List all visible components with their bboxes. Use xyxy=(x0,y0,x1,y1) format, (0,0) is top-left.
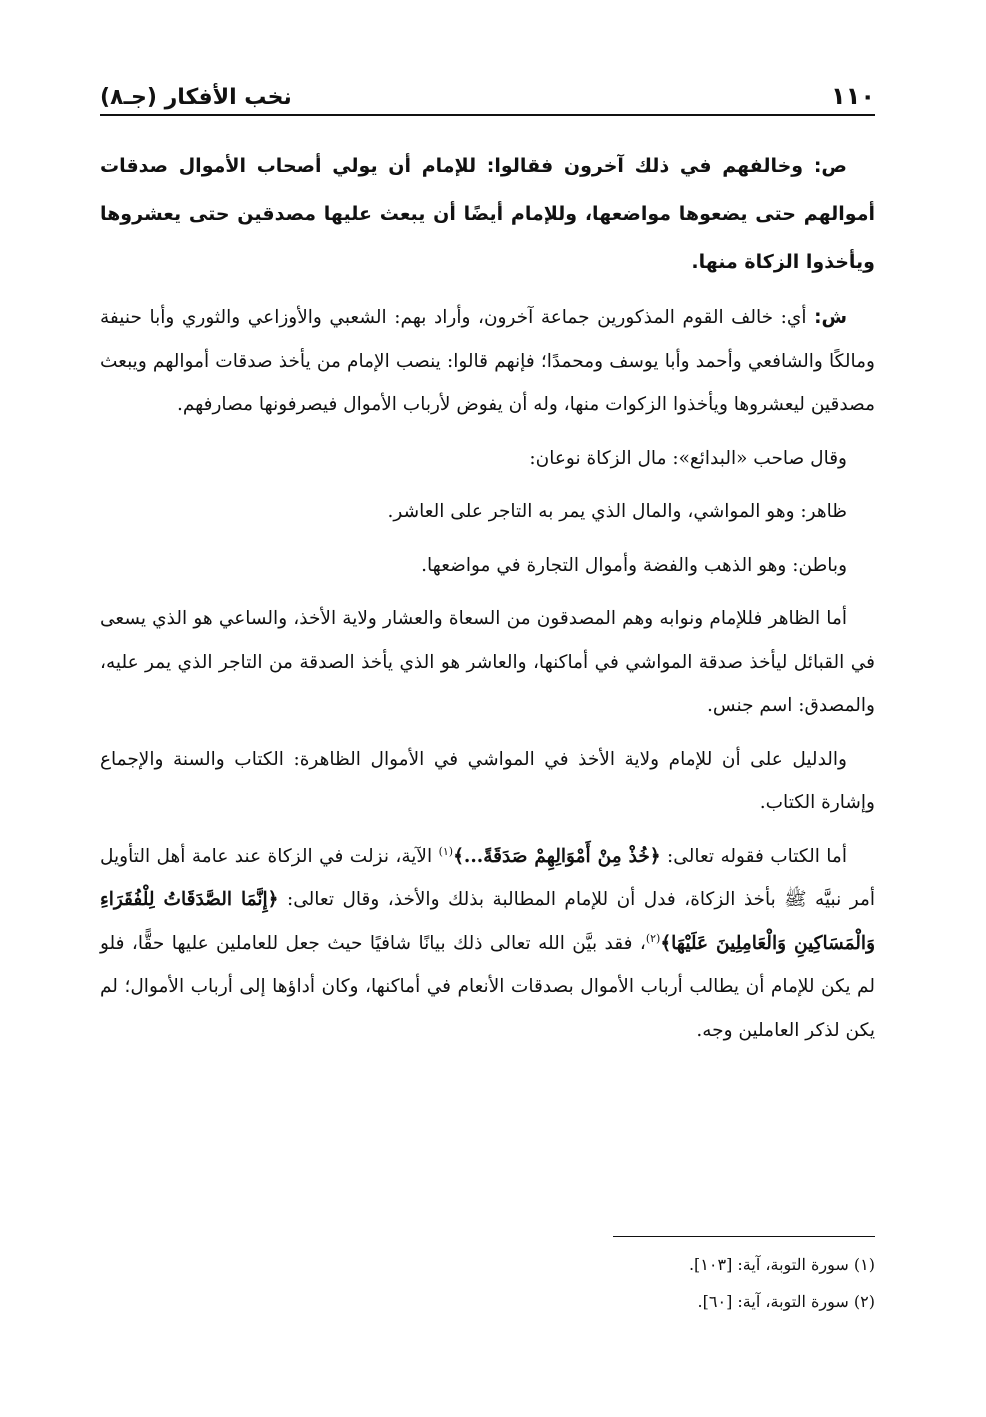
page-number: ١١٠ xyxy=(831,82,875,110)
quran-verse-2: ﴿إِنَّمَا الصَّدَقَاتُ لِلْفُقَرَاءِ وَالْمَسَاكِينِ وَالْعَامِلِينَ عَلَيْهَا﴾ xyxy=(100,889,876,954)
footnote-ref-2[interactable]: (٢) xyxy=(645,931,661,945)
matn-marker: ص: xyxy=(813,155,847,177)
paragraph-collectors: أما الظاهر فللإمام ونوابه وهم المصدقون من السعاة والعشار ولاية الأخذ، والساعي هو الذي يسعى في القبائل ليأخذ صدقة المواشي في أماكنها، والعاشر هو الذي يأخذ الصدقة من التاجر الذي يمر عليه، والمصدق: اسم جنس. xyxy=(100,608,875,716)
footnote-ref-1[interactable]: (١) xyxy=(438,844,454,858)
paragraph-evidence: والدليل على أن للإمام ولاية الأخذ في المواشي في الأموال الظاهرة: الكتاب والسنة والإجماع وإشارة الكتاب. xyxy=(100,748,875,813)
main-text xyxy=(100,142,875,1062)
quran-intro: أما الكتاب فقوله تعالى: xyxy=(667,845,847,867)
paragraph-batin: وباطن: وهو الذهب والفضة وأموال التجارة في مواضعها. xyxy=(421,554,847,576)
footnote-divider xyxy=(613,1236,875,1237)
page-header xyxy=(100,80,875,116)
sharh-text: أي: خالف القوم المذكورين جماعة آخرون، وأراد بهم: الشعبي والأوزاعي والثوري وأبا حنيفة ومالكًا والشافعي وأحمد وأبا يوسف ومحمدًا؛ فإنهم قالوا: ينصب الإمام من يأخذ صدقات أموالهم ويبعث مصدقين ليعشروها ويأخذوا الزكوات منها، وله أن يفوض لأرباب الأموال فيصرفونها مصارفهم. xyxy=(100,307,875,415)
quran-explanation: الآية، نزلت في الزكاة عند عامة أهل التأويل أمر نبيَّه ﷺ بأخذ الزكاة، فدل أن للإمام المطالبة بذلك والأخذ، وقال تعالى: xyxy=(100,845,876,910)
footnotes xyxy=(375,1246,875,1320)
footnote-2: (٢) سورة التوبة، آية: [٦٠]. xyxy=(697,1292,875,1311)
sharh-marker: ش: xyxy=(814,307,847,328)
paragraph-badai: وقال صاحب «البدائع»: مال الزكاة نوعان: xyxy=(529,447,847,469)
running-title: نخب الأفكار (جـ٨) xyxy=(100,85,292,110)
quran-verse-1: ﴿خُذْ مِنْ أَمْوَالِهِمْ صَدَقَةً...﴾ xyxy=(453,845,661,867)
paragraph-matn xyxy=(100,142,875,286)
paragraph-sharh xyxy=(100,296,875,427)
paragraph-quran-evidence xyxy=(100,835,875,1053)
matn-text: وخالفهم في ذلك آخرون فقالوا: للإمام أن يولي أصحاب الأموال صدقات أموالهم حتى يضعوها مواضعها، وللإمام أيضًا أن يبعث عليها مصدقين حتى يعشروها ويأخذوا الزكاة منها. xyxy=(100,155,875,273)
quran-conclusion: ، فقد بيَّن الله تعالى ذلك بيانًا شافيًا حيث جعل للعاملين عليها حقًّا، فلو لم يكن للإمام أن يطالب أرباب الأموال بصدقات الأنعام في أماكنها، وكان أداؤها إلى أرباب الأموال؛ لم يكن لذكر العاملين وجه. xyxy=(100,932,875,1041)
paragraph-zahir: ظاهر: وهو المواشي، والمال الذي يمر به التاجر على العاشر. xyxy=(387,501,847,522)
footnote-1: (١) سورة التوبة، آية: [١٠٣]. xyxy=(688,1255,875,1274)
